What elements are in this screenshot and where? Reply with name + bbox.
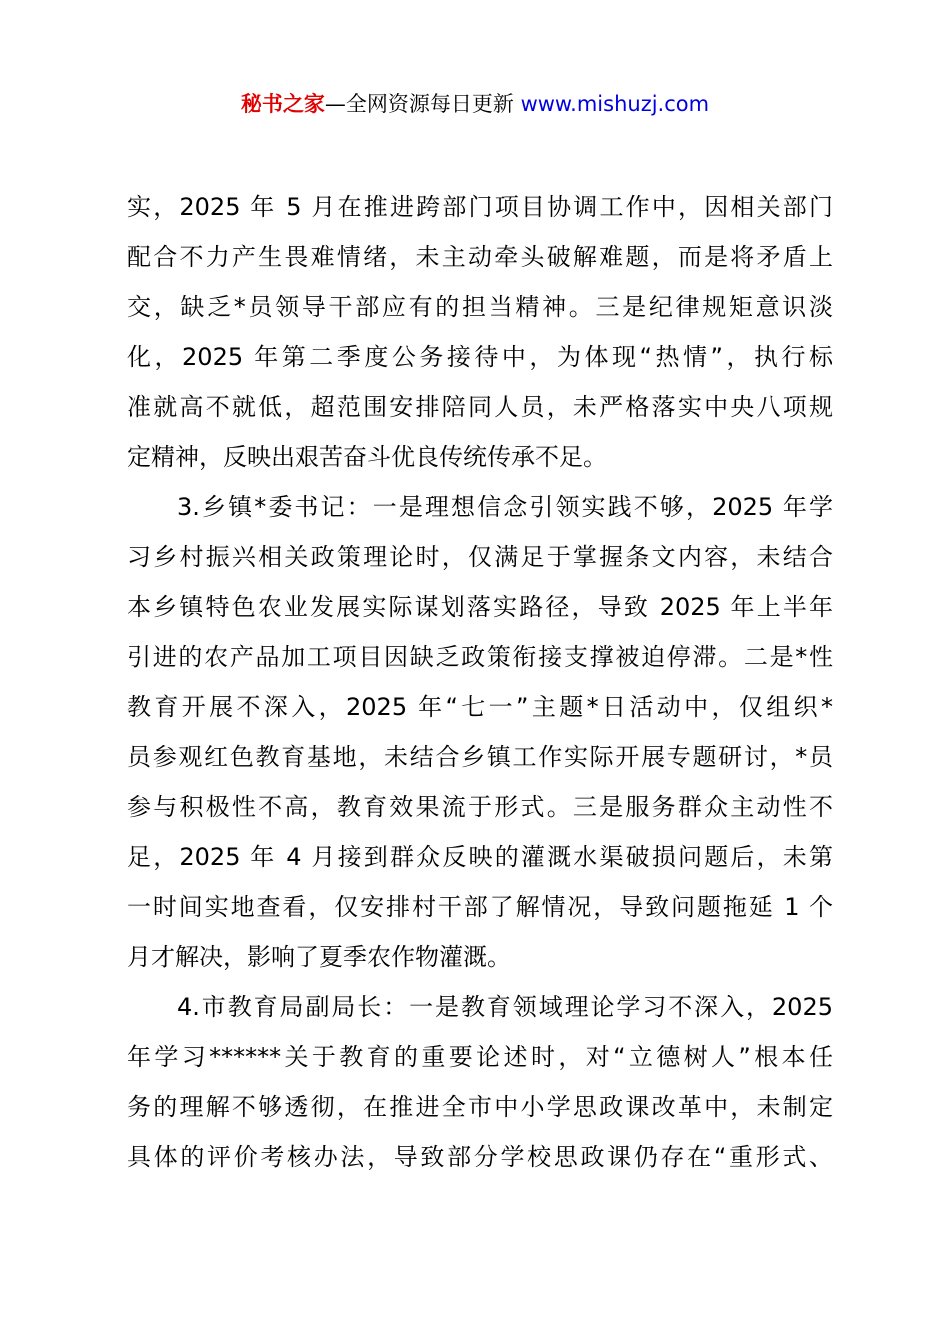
text-line: 引进的农产品加工项目因缺乏政策衔接支撑被迫停滞。二是*性 bbox=[127, 643, 833, 671]
text-line: 一时间实地查看，仅安排村干部了解情况，导致问题拖延 1 个 bbox=[127, 893, 833, 921]
text-line: 本乡镇特色农业发展实际谋划落实路径，导致 2025 年上半年 bbox=[127, 593, 833, 621]
text-line: 配合不力产生畏难情绪，未主动牵头破解难题，而是将矛盾上 bbox=[127, 243, 833, 271]
text-line: 习乡村振兴相关政策理论时，仅满足于掌握条文内容，未结合 bbox=[127, 543, 833, 571]
text-line: 足，2025 年 4 月接到群众反映的灌溉水渠破损问题后，未第 bbox=[127, 843, 833, 871]
paragraph-start-line: 4.市教育局副局长：一是教育领域理论学习不深入，2025 bbox=[177, 993, 833, 1021]
paragraph-start-line: 3.乡镇*委书记：一是理想信念引领实践不够，2025 年学 bbox=[177, 493, 833, 521]
site-url-link[interactable]: www.mishuzj.com bbox=[520, 92, 710, 116]
text-line: 月才解决，影响了夏季农作物灌溉。 bbox=[127, 943, 511, 971]
text-line: 交，缺乏*员领导干部应有的担当精神。三是纪律规矩意识淡 bbox=[127, 293, 833, 321]
text-line: 务的理解不够透彻，在推进全市中小学思政课改革中，未制定 bbox=[127, 1093, 833, 1121]
text-line: 教育开展不深入，2025 年“七一”主题*日活动中，仅组织* bbox=[127, 693, 833, 721]
text-line: 定精神，反映出艰苦奋斗优良传统传承不足。 bbox=[127, 443, 607, 471]
site-header bbox=[0, 86, 950, 122]
text-line: 年学习******关于教育的重要论述时，对“立德树人”根本任 bbox=[127, 1043, 833, 1071]
site-tagline: —全网资源每日更新 bbox=[324, 92, 521, 116]
document-body bbox=[127, 182, 833, 1182]
site-brand: 秘书之家 bbox=[240, 92, 325, 116]
text-line: 员参观红色教育基地，未结合乡镇工作实际开展专题研讨，*员 bbox=[127, 743, 833, 771]
text-line: 化，2025 年第二季度公务接待中，为体现“热情”，执行标 bbox=[127, 343, 833, 371]
text-line: 参与积极性不高，教育效果流于形式。三是服务群众主动性不 bbox=[127, 793, 833, 821]
text-line: 实，2025 年 5 月在推进跨部门项目协调工作中，因相关部门 bbox=[127, 193, 833, 221]
text-line: 准就高不就低，超范围安排陪同人员，未严格落实中央八项规 bbox=[127, 393, 833, 421]
text-line: 具体的评价考核办法，导致部分学校思政课仍存在“重形式、 bbox=[127, 1143, 833, 1171]
